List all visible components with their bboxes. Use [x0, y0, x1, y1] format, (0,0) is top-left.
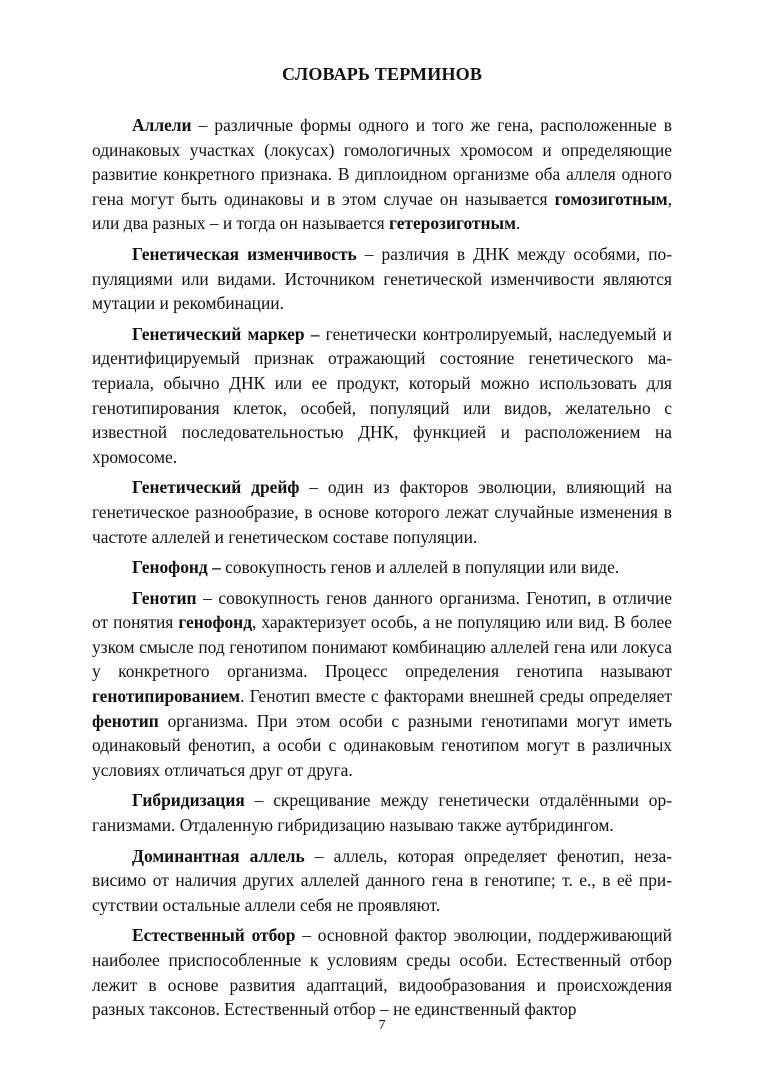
glossary-term: Генофонд –	[132, 557, 221, 578]
definition-text: .	[515, 213, 521, 234]
glossary-term: Генотип	[132, 587, 197, 608]
glossary-term: Генетическая изменчивость	[132, 243, 357, 264]
definition-text: совокупность генов и аллелей в популяции или виде.	[220, 557, 620, 578]
definition-text: – различные формы одного и того же гена, расположенные в одинаковых участках (локусах) гомологичных хромосом и определяющие развитие конкретного признака. В диплоидном организме оба аллеля одного гена могут быть одинаковы и в этом случае он называется	[92, 115, 672, 209]
glossary-entry	[92, 555, 672, 580]
definition-text: – аллель, которая определяет фенотип, независимо от наличия других аллелей данного гена в генотипе; т. е., в её присутствии остальные аллели себя не проявляют.	[92, 845, 673, 915]
definition-text: организма. При этом особи с разными генотипами могут иметь одинаковый фенотип, а особи с одинаковым генотипом могут в различных условиях отличаться друг от друга.	[92, 710, 672, 780]
glossary-entry	[92, 586, 672, 783]
definition-text: – один из факторов эволюции, влияющий на генетическое разнообразие, в основе которого лежат случайные изменения в частоте аллелей и генетическом составе популяции.	[92, 477, 672, 547]
glossary-term: Генетический дрейф	[132, 477, 300, 498]
definition-text: – скрещивание между генетически отдалёнными организмами. Отдаленную гибридизацию называю также аутбридингом.	[92, 790, 672, 836]
emphasized-term: гетерозиготным	[389, 213, 516, 234]
glossary-term: Гибридизация	[132, 790, 245, 811]
glossary-term: Генетический маркер –	[132, 323, 320, 344]
emphasized-term: генотипированием	[92, 686, 241, 707]
definition-text: , характеризует особь, а не популяцию или вид. В более узком смысле под генотипом понимают комбинацию аллелей гена или локуса у конкретного организма. Процесс определения генотипа называют	[92, 612, 672, 682]
glossary-entry	[92, 322, 672, 470]
glossary-entry	[92, 113, 672, 236]
glossary-entry	[92, 844, 672, 918]
document-page	[92, 64, 672, 1028]
definition-text: генетически контролируемый, наследуемый и идентифицируемый признак отражающий состояние генетического материала, обычно ДНК или ее продукт, который можно использовать для генотипирования клеток, особей, популяций или видов, желательно с известной последовательностью ДНК, функцией и расположением на хромосоме.	[92, 323, 672, 467]
definition-text: . Генотип вместе с факторами внешней среды определяет	[240, 686, 672, 707]
glossary-term: Доминантная аллель	[132, 845, 305, 866]
definition-text: – основной фактор эволюции, поддерживающий наиболее приспособленные к условиям среды особи. Естественный отбор лежит в основе развития адаптаций, видообразования и происхождения разных таксонов. Естественный отбор – не единственный фактор	[92, 925, 672, 1020]
definition-text: – совокупность генов данного организма. Генотип, в отличие от понятия	[92, 587, 672, 633]
glossary-list	[92, 113, 672, 1022]
emphasized-term: гомозиготным	[554, 188, 668, 209]
glossary-term: Аллели	[132, 115, 192, 135]
glossary-entry	[92, 923, 672, 1021]
emphasized-term: генофонд	[178, 612, 252, 633]
glossary-entry	[92, 242, 672, 316]
page-title: СЛОВАРЬ ТЕРМИНОВ	[281, 64, 483, 84]
glossary-term: Естественный отбор	[132, 925, 296, 946]
glossary-entry	[92, 788, 672, 837]
emphasized-term: фенотип	[92, 710, 159, 731]
page-number: 7	[378, 1018, 386, 1033]
definition-text: – различия в ДНК между особями, популяциями или видами. Источником генетической изменчивости являются мутации и рекомбинации.	[92, 243, 672, 314]
definition-text: , или два разных – и тогда он называется	[92, 188, 672, 234]
glossary-entry	[92, 475, 672, 549]
